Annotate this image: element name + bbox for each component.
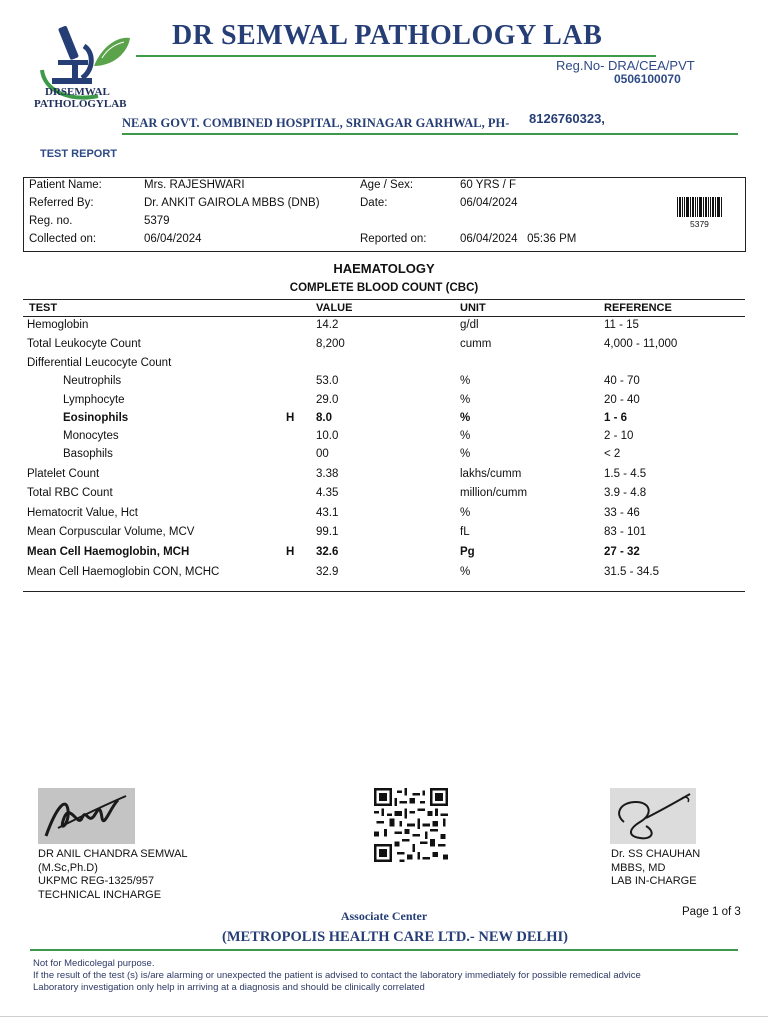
age-sex: 60 YRS / F [460, 179, 517, 191]
footer-divider [30, 949, 738, 951]
reg-no: 5379 [144, 215, 170, 227]
test-name: Differential Leucocyte Count [27, 357, 172, 369]
logo-text-line1: DRSEMWAL [45, 86, 110, 98]
table-bottom-rule [23, 591, 745, 592]
test-name: Basophils [63, 448, 113, 460]
table-row [0, 394, 768, 412]
footer-disclaimer-2: If the result of the test (s) is/are alarming or unexpected the patient is advised to contact the laboratory immediately for possible remedical advice [33, 970, 641, 981]
test-unit: cumm [460, 338, 492, 350]
test-name: Platelet Count [27, 468, 100, 480]
test-reference: 33 - 46 [604, 507, 640, 519]
page-bottom-edge [0, 1016, 768, 1017]
lab-incharge-block [611, 848, 700, 889]
test-value: 4.35 [316, 487, 339, 499]
test-reference: 1 - 6 [604, 412, 628, 424]
table-row [0, 566, 768, 584]
lab-incharge-name: Dr. SS CHAUHAN [611, 848, 701, 860]
test-value: 00 [316, 448, 329, 460]
header-divider [136, 55, 656, 57]
reported-on: 06/04/2024 05:36 PM [460, 233, 577, 245]
test-unit: % [460, 375, 471, 387]
page-number: Page 1 of 3 [682, 906, 741, 918]
test-reference: 4,000 - 11,000 [604, 338, 678, 350]
test-name: Total RBC Count [27, 487, 113, 499]
report-title: TEST REPORT [40, 148, 118, 160]
col-header-reference: REFERENCE [604, 302, 672, 314]
patient-name: Mrs. RAJESHWARI [144, 179, 245, 191]
col-header-test: TEST [29, 302, 58, 314]
table-row [0, 430, 768, 448]
technical-incharge-registration: UKPMC REG-1325/957 [38, 875, 155, 887]
subsection-title: COMPLETE BLOOD COUNT (CBC) [289, 282, 479, 294]
test-value: 8,200 [316, 338, 345, 350]
test-unit: million/cumm [460, 487, 528, 499]
test-value: 32.6 [316, 546, 339, 558]
table-row-abnormal [0, 412, 768, 430]
test-unit: % [460, 412, 471, 424]
table-row [0, 338, 768, 356]
test-value: 43.1 [316, 507, 339, 519]
table-row-abnormal [0, 546, 768, 564]
test-unit: % [460, 507, 471, 519]
table-row [0, 487, 768, 505]
test-name: Eosinophils [63, 412, 129, 424]
test-unit: Pg [460, 546, 475, 558]
table-row [0, 526, 768, 544]
lab-incharge-signature [610, 788, 696, 844]
technical-incharge-qualification: (M.Sc,Ph.D) [38, 861, 98, 874]
section-title: HAEMATOLOGY [333, 261, 435, 276]
test-reference: < 2 [604, 448, 621, 460]
test-reference: 31.5 - 34.5 [604, 566, 659, 578]
table-row [0, 319, 768, 337]
technical-incharge-name: DR ANIL CHANDRA SEMWAL [38, 848, 188, 860]
address-divider [122, 133, 738, 135]
technical-incharge-block [38, 848, 188, 902]
test-unit: % [460, 448, 471, 460]
barcode [677, 197, 723, 217]
table-row [0, 375, 768, 393]
test-value: 99.1 [316, 526, 339, 538]
lab-address: NEAR GOVT. COMBINED HOSPITAL, SRINAGAR GARHWAL, PH- [122, 116, 510, 130]
test-value: 8.0 [316, 412, 332, 424]
high-flag: H [286, 546, 295, 558]
table-row [0, 507, 768, 525]
date-label: Date: [360, 197, 388, 209]
technical-incharge-role: TECHNICAL INCHARGE [38, 888, 162, 901]
test-name: Neutrophils [63, 375, 122, 387]
test-name: Mean Cell Haemoglobin CON, MCHC [27, 566, 220, 578]
reported-on-label: Reported on: [360, 233, 427, 245]
table-row [0, 357, 768, 375]
reg-no-label: Reg. no. [29, 215, 73, 227]
lab-incharge-qualification: MBBS, MD [611, 861, 666, 874]
registration-label: Reg.No- DRA/CEA/PVT [556, 58, 695, 73]
registration-number: 0506100070 [614, 72, 681, 86]
referred-by: Dr. ANKIT GAIROLA MBBS (DNB) [144, 197, 320, 209]
test-reference: 11 - 15 [604, 319, 639, 331]
col-header-unit: UNIT [460, 302, 486, 314]
test-value: 3.38 [316, 468, 339, 480]
test-unit: g/dl [460, 319, 479, 331]
test-value: 10.0 [316, 430, 339, 442]
barcode-number: 5379 [690, 219, 709, 229]
test-reference: 27 - 32 [604, 546, 640, 558]
table-row [0, 448, 768, 466]
test-unit: % [460, 394, 471, 406]
test-reference: 83 - 101 [604, 526, 647, 538]
test-reference: 1.5 - 4.5 [604, 468, 647, 480]
test-unit: % [460, 566, 471, 578]
table-row [0, 468, 768, 486]
test-value: 14.2 [316, 319, 339, 331]
patient-name-label: Patient Name: [29, 179, 102, 191]
age-sex-label: Age / Sex: [360, 179, 414, 191]
test-name: Monocytes [63, 430, 119, 442]
high-flag: H [286, 412, 295, 424]
test-name: Total Leukocyte Count [27, 338, 141, 350]
technical-incharge-signature [38, 788, 135, 844]
test-reference: 40 - 70 [604, 375, 640, 387]
test-reference: 2 - 10 [604, 430, 634, 442]
test-unit: % [460, 430, 471, 442]
lab-name: DR SEMWAL PATHOLOGY LAB [172, 20, 603, 51]
test-reference: 20 - 40 [604, 394, 640, 406]
test-name: Hemoglobin [27, 319, 89, 331]
test-name: Mean Cell Haemoglobin, MCH [27, 546, 190, 558]
footer-disclaimer-3: Laboratory investigation only help in arriving at a diagnosis and should be clinically correlated [33, 982, 425, 993]
col-header-value: VALUE [316, 302, 353, 314]
test-unit: fL [460, 526, 470, 538]
associate-company: (METROPOLIS HEALTH CARE LTD.- NEW DELHI) [222, 929, 568, 945]
associate-center-label: Associate Center [340, 912, 428, 921]
qr-code [372, 788, 450, 862]
test-name: Lymphocyte [63, 394, 125, 406]
test-value: 32.9 [316, 566, 339, 578]
footer-disclaimer-1: Not for Medicolegal purpose. [33, 958, 155, 969]
test-value: 29.0 [316, 394, 339, 406]
lab-phone: 8126760323, [529, 111, 605, 126]
logo-wordmark [34, 86, 127, 110]
test-unit: lakhs/cumm [460, 468, 522, 480]
test-name: Mean Corpuscular Volume, MCV [27, 526, 195, 538]
collected-on-label: Collected on: [29, 233, 97, 245]
referred-by-label: Referred By: [29, 197, 94, 209]
collected-on: 06/04/2024 [144, 233, 202, 245]
date: 06/04/2024 [460, 197, 518, 209]
table-top-rule [23, 299, 745, 300]
logo-text-line2: PATHOLOGYLAB [34, 98, 127, 110]
lab-incharge-role: LAB IN-CHARGE [611, 875, 697, 887]
table-header-rule [23, 316, 745, 317]
test-value: 53.0 [316, 375, 339, 387]
test-reference: 3.9 - 4.8 [604, 487, 647, 499]
test-name: Hematocrit Value, Hct [27, 507, 138, 519]
